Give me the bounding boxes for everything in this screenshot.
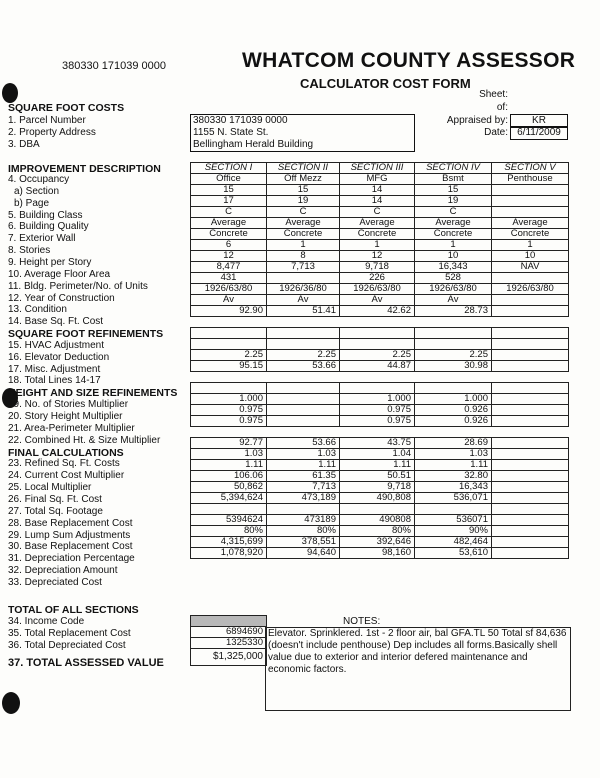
property-address-label: 2. Property Address [8,127,96,138]
table-row [191,493,569,504]
row-label: b) Page [14,197,50,209]
appraised-label: Appraised by: [446,115,508,126]
cell-s3: 490,808 [340,493,415,504]
table-row [191,185,569,196]
cell-s3: Average [340,218,415,229]
cell-s2: 61.35 [267,471,340,482]
cell-s2: 8 [267,251,340,262]
cell-s1: 6 [191,240,267,251]
row-label: 30. Base Replacement Cost [8,541,133,553]
row-label: 13. Condition [8,304,67,316]
cell-s2: Average [267,218,340,229]
table-row [191,548,569,559]
cell-s3: 12 [340,251,415,262]
cell-s1: 92.90 [191,306,267,317]
cell-s5 [492,394,569,405]
cell-s5: 10 [492,251,569,262]
cell-s4: 16,343 [415,262,492,273]
cell-s2 [267,416,340,427]
cell-s3: 2.25 [340,350,415,361]
cell-s5 [492,515,569,526]
cell-s4: 1 [415,240,492,251]
row-label: 33. Depreciated Cost [8,576,102,588]
cell-s5 [492,460,569,471]
table-row [191,460,569,471]
final-heading-heading: FINAL CALCULATIONS [8,446,124,459]
cell-s4: 30.98 [415,361,492,372]
table-row [191,416,569,427]
row-label: 21. Area-Perimeter Multiplier [8,422,135,434]
cell-s1: 95.15 [191,361,267,372]
table-row [191,515,569,526]
row-label: 17. Misc. Adjustment [8,363,101,375]
row-label: 26. Final Sq. Ft. Cost [8,493,102,505]
cell-s2: 51.41 [267,306,340,317]
cell-s3: 42.62 [340,306,415,317]
row-label: 6. Building Quality [8,221,89,233]
cell-s4: 15 [415,185,492,196]
cell-s1: 1.11 [191,460,267,471]
cell-s5 [492,273,569,284]
cell-s3: 0.975 [340,416,415,427]
cell-s3 [340,328,415,339]
cell-s4: 2.25 [415,350,492,361]
cell-s1: Concrete [191,229,267,240]
cell-s1: 12 [191,251,267,262]
of-label: of: [496,102,508,113]
total-assessed-value: $1,325,000 [191,649,267,666]
cell-s2: 94,640 [267,548,340,559]
cell-s4 [415,339,492,350]
cell-s1: 8,477 [191,262,267,273]
row-label: 12. Year of Construction [8,292,115,304]
cell-s5 [492,405,569,416]
row-label: 8. Stories [8,245,51,257]
cell-s2 [267,339,340,350]
cell-s2: C [267,207,340,218]
income-code-label: 34. Income Code [8,616,85,627]
cell-s4: 90% [415,526,492,537]
dba-label: 3. DBA [8,139,40,150]
punch-hole-bottom [2,692,20,714]
cell-s2: 1.11 [267,460,340,471]
cell-s2: 15 [267,185,340,196]
table-row [191,350,569,361]
cell-s1: C [191,207,267,218]
row-label: 20. Story Height Multiplier [8,411,123,422]
row-label: 32. Depreciation Amount [8,565,118,577]
table-row [191,438,569,449]
sheet-label: Sheet: [479,89,508,100]
cell-s3: 0.975 [340,405,415,416]
row-label: 29. Lump Sum Adjustments [8,529,131,541]
cell-s2: 1 [267,240,340,251]
cell-s4: 482,464 [415,537,492,548]
row-label: 7. Exterior Wall [8,233,76,245]
table-row [191,306,569,317]
table-row [191,394,569,405]
cell-s3: Concrete [340,229,415,240]
table-row [191,251,569,262]
cell-s4: 28.73 [415,306,492,317]
table-row [191,207,569,218]
cell-s1: 1.000 [191,394,267,405]
improvement-heading: IMPROVEMENT DESCRIPTION [8,163,161,175]
cell-s5: Penthouse [492,174,569,185]
cell-s1: 2.25 [191,350,267,361]
cell-s2: Off Mezz [267,174,340,185]
cell-s2: 19 [267,196,340,207]
cell-s1: 4,315,699 [191,537,267,548]
cell-s5 [492,361,569,372]
notes-text: Elevator. Sprinklered. 1st - 2 floor air, bal GFA.TL 50 Total sf 84,636 (doesn't include penthouse) Dep includes all forms.Basically shell value due to exterior and interior defered maintenance and economic factors. [265,627,571,711]
table-row [191,405,569,416]
cell-s4: 19 [415,196,492,207]
cell-s4: Average [415,218,492,229]
parcel-id-header: 380330 171039 0000 [62,60,166,72]
table-row [191,526,569,537]
cell-s4: Bsmt [415,174,492,185]
cell-s1: 1,078,920 [191,548,267,559]
row-label: 9. Height per Story [8,256,92,268]
cell-s5 [492,416,569,427]
cell-s3: C [340,207,415,218]
cell-s5 [492,548,569,559]
cell-s2: 7,713 [267,482,340,493]
cell-s5 [492,196,569,207]
cell-s3: 1926/63/80 [340,284,415,295]
cell-s3: 226 [340,273,415,284]
cell-s5 [492,339,569,350]
cell-s2: 53.66 [267,361,340,372]
cell-s5: 1 [492,240,569,251]
cell-s2: 80% [267,526,340,537]
cell-s4: Av [415,295,492,306]
row-label: 14. Base Sq. Ft. Cost [8,316,104,328]
table-row [191,196,569,207]
cell-s1 [191,339,267,350]
spacer-row [191,427,569,438]
table-row [191,328,569,339]
cell-s4: Concrete [415,229,492,240]
cell-s1: 15 [191,185,267,196]
table-row [191,240,569,251]
cell-s2 [267,405,340,416]
height-ref-heading-heading: HEIGHT AND SIZE REFINEMENTS [8,387,178,400]
table-row [191,383,569,394]
row-label: 10. Average Floor Area [8,268,111,280]
cell-s3: 80% [340,526,415,537]
section-1-header: SECTION I [191,163,267,174]
cell-s4: 1.000 [415,394,492,405]
date-label: Date: [484,127,508,138]
cell-s4: C [415,207,492,218]
cell-s4 [415,328,492,339]
parcel-number-value: 380330 171039 0000 [193,115,288,126]
section-5-header: SECTION V [492,163,569,174]
table-row [191,449,569,460]
section-3-header: SECTION III [340,163,415,174]
row-label: 23. Refined Sq. Ft. Costs [8,458,120,470]
notes-heading: NOTES: [343,616,381,627]
parcel-info-box [190,114,415,152]
cell-s5: NAV [492,262,569,273]
cell-s4 [415,383,492,394]
cell-s1 [191,504,267,515]
table-row [191,482,569,493]
cell-s2: Concrete [267,229,340,240]
cell-s3: 43.75 [340,438,415,449]
cell-s1: 5,394,624 [191,493,267,504]
cell-s1 [191,328,267,339]
row-label: 16. Elevator Deduction [8,351,110,363]
totals-grid [190,615,267,666]
row-label: 22. Combined Ht. & Size Multiplier [8,434,161,446]
cell-s4: 536071 [415,515,492,526]
spacer-row [191,372,569,383]
date-value: 6/11/2009 [510,126,568,140]
cell-s3: 392,646 [340,537,415,548]
cell-s1 [191,383,267,394]
cell-s3: Av [340,295,415,306]
row-label: a) Section [14,185,60,197]
total-assessed-label: 37. TOTAL ASSESSED VALUE [8,657,164,669]
cell-s5 [492,383,569,394]
square-foot-costs-heading: SQUARE FOOT COSTS [8,102,125,114]
cell-s2: 53.66 [267,438,340,449]
cell-s3: 14 [340,185,415,196]
cell-s3: 490808 [340,515,415,526]
cell-s5 [492,526,569,537]
cell-s2 [267,394,340,405]
dba-value: Bellingham Herald Building [193,139,314,150]
table-row [191,504,569,515]
cell-s1: 5394624 [191,515,267,526]
cell-s4 [415,504,492,515]
cell-s5 [492,295,569,306]
cell-s1: 0.975 [191,405,267,416]
cell-s2 [267,504,340,515]
cell-s3: MFG [340,174,415,185]
cell-s3: 9,718 [340,262,415,273]
cost-grid [190,162,569,559]
row-label: 25. Local Multiplier [8,482,92,494]
section-header-row [191,163,569,174]
row-label: 19. No. of Stories Multiplier [8,399,129,411]
cell-s5: 1926/63/80 [492,284,569,295]
cell-s5 [492,471,569,482]
cell-s3 [340,504,415,515]
table-row [191,262,569,273]
cell-s2 [267,383,340,394]
cell-s3: 1.04 [340,449,415,460]
cell-s1: Av [191,295,267,306]
page-subtitle: CALCULATOR COST FORM [300,76,471,91]
cell-s3: 50.51 [340,471,415,482]
cell-s5 [492,493,569,504]
cell-s4: 1.03 [415,449,492,460]
cell-s1: Average [191,218,267,229]
punch-hole-top [2,83,18,103]
cell-s4: 1926/63/80 [415,284,492,295]
table-row [191,339,569,350]
cell-s4: 0.926 [415,416,492,427]
cell-s1: 17 [191,196,267,207]
table-row [191,273,569,284]
cell-s2 [267,328,340,339]
cell-s5 [492,185,569,196]
section-2-header: SECTION II [267,163,340,174]
cell-s3: 1.000 [340,394,415,405]
cell-s5 [492,207,569,218]
property-address-value: 1155 N. State St. [193,127,269,138]
cell-s2: 473189 [267,515,340,526]
total-sections-heading: TOTAL OF ALL SECTIONS [8,604,139,616]
table-row [191,295,569,306]
cell-s5 [492,306,569,317]
cell-s1: Office [191,174,267,185]
row-label: 15. HVAC Adjustment [8,339,104,351]
cell-s5 [492,449,569,460]
cell-s1: 106.06 [191,471,267,482]
cell-s3: 44.87 [340,361,415,372]
sqft-ref-heading-heading: SQUARE FOOT REFINEMENTS [8,328,164,341]
cell-s1: 50,862 [191,482,267,493]
table-row [191,174,569,185]
cell-s5 [492,328,569,339]
spacer-row [191,317,569,328]
cell-s2: 2.25 [267,350,340,361]
row-label: 24. Current Cost Multiplier [8,470,125,482]
cell-s5 [492,504,569,515]
appraised-by-value: KR [510,114,568,128]
cell-s2 [267,273,340,284]
cell-s3: 1 [340,240,415,251]
cell-s1: 1926/63/80 [191,284,267,295]
cell-s3: 1.11 [340,460,415,471]
table-row [191,361,569,372]
table-row [191,284,569,295]
cell-s4: 32.80 [415,471,492,482]
cell-s2: 1.03 [267,449,340,460]
cell-s2: 1926/36/80 [267,284,340,295]
cell-s5 [492,537,569,548]
cell-s4: 28.69 [415,438,492,449]
row-label: 18. Total Lines 14-17 [8,375,101,387]
cell-s5 [492,350,569,361]
cell-s1: 1.03 [191,449,267,460]
row-label: 27. Total Sq. Footage [8,505,103,517]
cell-s3: 14 [340,196,415,207]
cell-s2: 473,189 [267,493,340,504]
cell-s2: Av [267,295,340,306]
cell-s4: 10 [415,251,492,262]
cell-s3 [340,383,415,394]
cell-s4: 53,610 [415,548,492,559]
row-label: 28. Base Replacement Cost [8,517,133,529]
table-row [191,537,569,548]
cell-s3: 9,718 [340,482,415,493]
cell-s4: 16,343 [415,482,492,493]
row-label: 5. Building Class [8,209,83,221]
page-title: WHATCOM COUNTY ASSESSOR [242,49,576,72]
cell-s4: 0.926 [415,405,492,416]
cell-s3: 98,160 [340,548,415,559]
cell-s3 [340,339,415,350]
cell-s5: Concrete [492,229,569,240]
cell-s4: 536,071 [415,493,492,504]
cell-s1: 80% [191,526,267,537]
total-depreciated-label: 36. Total Depreciated Cost [8,640,126,651]
cell-s1: 431 [191,273,267,284]
table-row [191,229,569,240]
table-row [191,218,569,229]
cell-s1: 92.77 [191,438,267,449]
cell-s5 [492,482,569,493]
row-label: 11. Bldg. Perimeter/No. of Units [8,280,148,292]
row-label: 4. Occupancy [8,174,70,185]
total-replacement-value: 6894690 [191,627,267,638]
total-replacement-label: 35. Total Replacement Cost [8,628,131,639]
cell-s5: Average [492,218,569,229]
cell-s2: 378,551 [267,537,340,548]
cell-s4: 1.11 [415,460,492,471]
row-label: 31. Depreciation Percentage [8,553,135,565]
cell-s4: 528 [415,273,492,284]
table-row [191,471,569,482]
cell-s2: 7,713 [267,262,340,273]
parcel-number-label: 1. Parcel Number [8,115,86,126]
cell-s1: 0.975 [191,416,267,427]
total-depreciated-value: 1325330 [191,638,267,649]
cell-s5 [492,438,569,449]
income-code-cell [191,616,267,627]
section-4-header: SECTION IV [415,163,492,174]
